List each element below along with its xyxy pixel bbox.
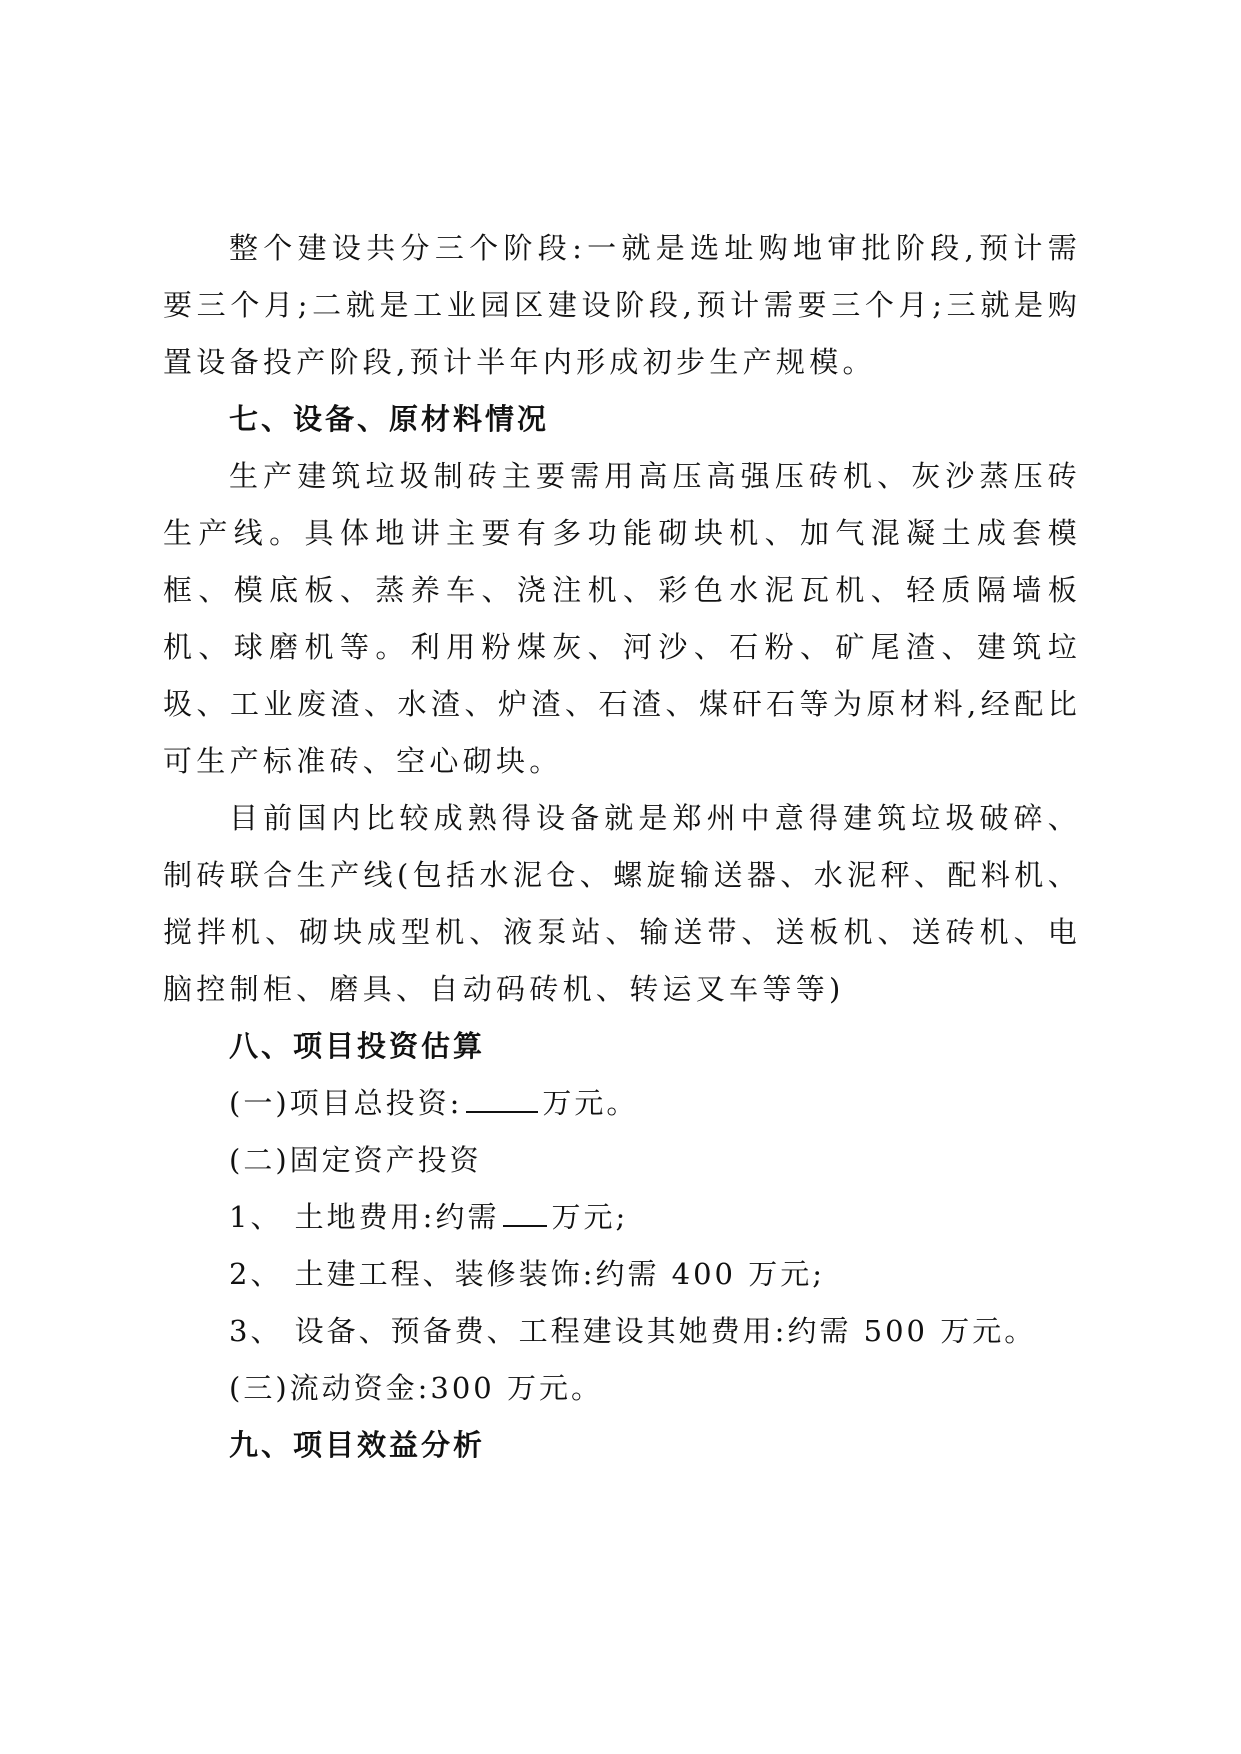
land-fee-unit: 万元; (551, 1200, 629, 1234)
land-fee-label: 1、 土地费用:约需 (229, 1200, 500, 1234)
total-investment-blank (466, 1087, 538, 1113)
paragraph-construction-phases: 整个建设共分三个阶段:一就是选址购地审批阶段,预计需要三个月;二就是工业园区建设阶段,预计需要三个月;三就是购置设备投产阶段,预计半年内形成初步生产规模。 (163, 231, 1081, 379)
land-fee-blank (503, 1201, 547, 1227)
equipment-fee-line: 3、 设备、预备费、工程建设其她费用:约需 500 万元。 (229, 1314, 1037, 1348)
total-investment-label: (一)项目总投资: (229, 1086, 463, 1120)
paragraph-equipment-materials: 生产建筑垃圾制砖主要需用高压高强压砖机、灰沙蒸压砖生产线。具体地讲主要有多功能砌块机、加气混凝土成套模框、模底板、蒸养车、浇注机、彩色水泥瓦机、轻质隔墙板机、球磨机等。利用粉煤灰、河沙、石粉、矿尾渣、建筑垃圾、工业废渣、水渣、炉渣、石渣、煤矸石等为原材料,经配比可生产标准砖、空心砌块。 (163, 459, 1081, 778)
civil-works-line: 2、 土建工程、装修装饰:约需 400 万元; (229, 1257, 825, 1291)
section-heading-equipment-materials: 七、设备、原材料情况 (229, 402, 550, 436)
total-investment-unit: 万元。 (542, 1086, 639, 1120)
total-investment-line (163, 1075, 1081, 1132)
fixed-assets-label: (二)固定资产投资 (229, 1143, 482, 1177)
section-heading-investment-estimate: 八、项目投资估算 (229, 1029, 486, 1063)
working-capital-line: (三)流动资金:300 万元。 (229, 1371, 603, 1405)
paragraph-domestic-equipment: 目前国内比较成熟得设备就是郑州中意得建筑垃圾破碎、制砖联合生产线(包括水泥仓、螺旋输送器、水泥秤、配料机、搅拌机、砌块成型机、液泵站、输送带、送板机、送砖机、电脑控制柜、磨具、自动码砖机、转运叉车等等) (163, 801, 1081, 1006)
document-body (163, 220, 1081, 1474)
land-fee-line (163, 1189, 1081, 1246)
section-heading-benefit-analysis: 九、项目效益分析 (229, 1428, 486, 1462)
